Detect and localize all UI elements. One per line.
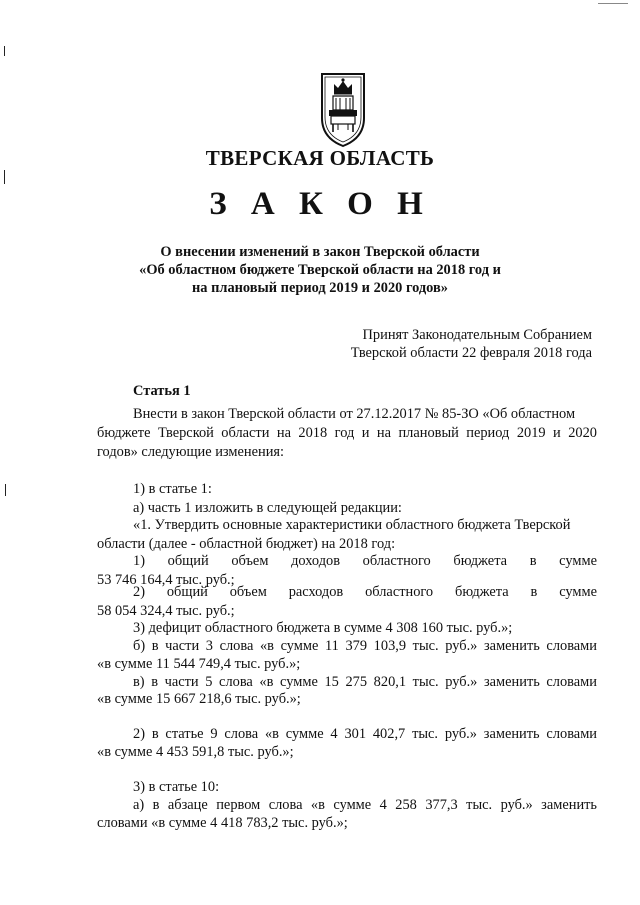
body-line: области (далее - областной бюджет) на 2018 год: — [97, 536, 396, 552]
body-line: 58 054 324,4 тыс. руб.; — [97, 603, 235, 619]
body-line: Внести в закон Тверской области от 27.12.2017 № 85-ЗО «Об областном — [133, 406, 576, 422]
law-subject-line: О внесении изменений в закон Тверской области — [160, 244, 480, 260]
body-line: а) часть 1 изложить в следующей редакции: — [133, 500, 402, 516]
adoption-note: Принят Законодательным Собранием — [362, 327, 592, 343]
body-line: 2) общий объем расходов областного бюджета в сумме — [133, 584, 597, 600]
tver-coat-of-arms-emblem — [298, 70, 388, 148]
scan-mark — [4, 46, 5, 56]
document-type-title: З А К О Н — [209, 186, 431, 222]
body-line: 3) дефицит областного бюджета в сумме 4 308 160 тыс. руб.»; — [133, 620, 513, 636]
body-line: 3) в статье 10: — [133, 779, 220, 795]
adoption-note: Тверской области 22 февраля 2018 года — [350, 345, 592, 361]
scan-mark — [598, 3, 628, 4]
body-line: «в сумме 15 667 218,6 тыс. руб.»; — [97, 691, 301, 707]
body-line: 2) в статье 9 слова «в сумме 4 301 402,7 тыс. руб.» заменить словами — [133, 726, 597, 742]
region-title: ТВЕРСКАЯ ОБЛАСТЬ — [205, 146, 435, 170]
body-line: «1. Утвердить основные характеристики областного бюджета Тверской — [133, 517, 571, 533]
body-line: словами «в сумме 4 418 783,2 тыс. руб.»; — [97, 815, 348, 831]
body-line: б) в части 3 слова «в сумме 11 379 103,9 тыс. руб.» заменить словами — [133, 638, 597, 654]
scan-mark — [5, 484, 6, 496]
body-line: 53 746 164,4 тыс. руб.; — [97, 572, 235, 588]
law-subject-line: на плановый период 2019 и 2020 годов» — [192, 280, 448, 296]
body-line: годов» следующие изменения: — [97, 444, 285, 460]
body-line: «в сумме 4 453 591,8 тыс. руб.»; — [97, 744, 294, 760]
body-line: «в сумме 11 544 749,4 тыс. руб.»; — [97, 656, 301, 672]
body-line: в) в части 5 слова «в сумме 15 275 820,1 тыс. руб.» заменить словами — [133, 674, 597, 690]
body-line: бюджете Тверской области на 2018 год и на плановый период 2019 и 2020 — [97, 425, 597, 441]
scan-mark — [4, 170, 5, 184]
body-line: 1) в статье 1: — [133, 481, 212, 497]
law-subject-line: «Об областном бюджете Тверской области на 2018 год и — [139, 262, 501, 278]
body-line: а) в абзаце первом слова «в сумме 4 258 377,3 тыс. руб.» заменить — [133, 797, 597, 813]
body-line: 1) общий объем доходов областного бюджета в сумме — [133, 553, 597, 569]
article-heading: Статья 1 — [133, 383, 191, 399]
